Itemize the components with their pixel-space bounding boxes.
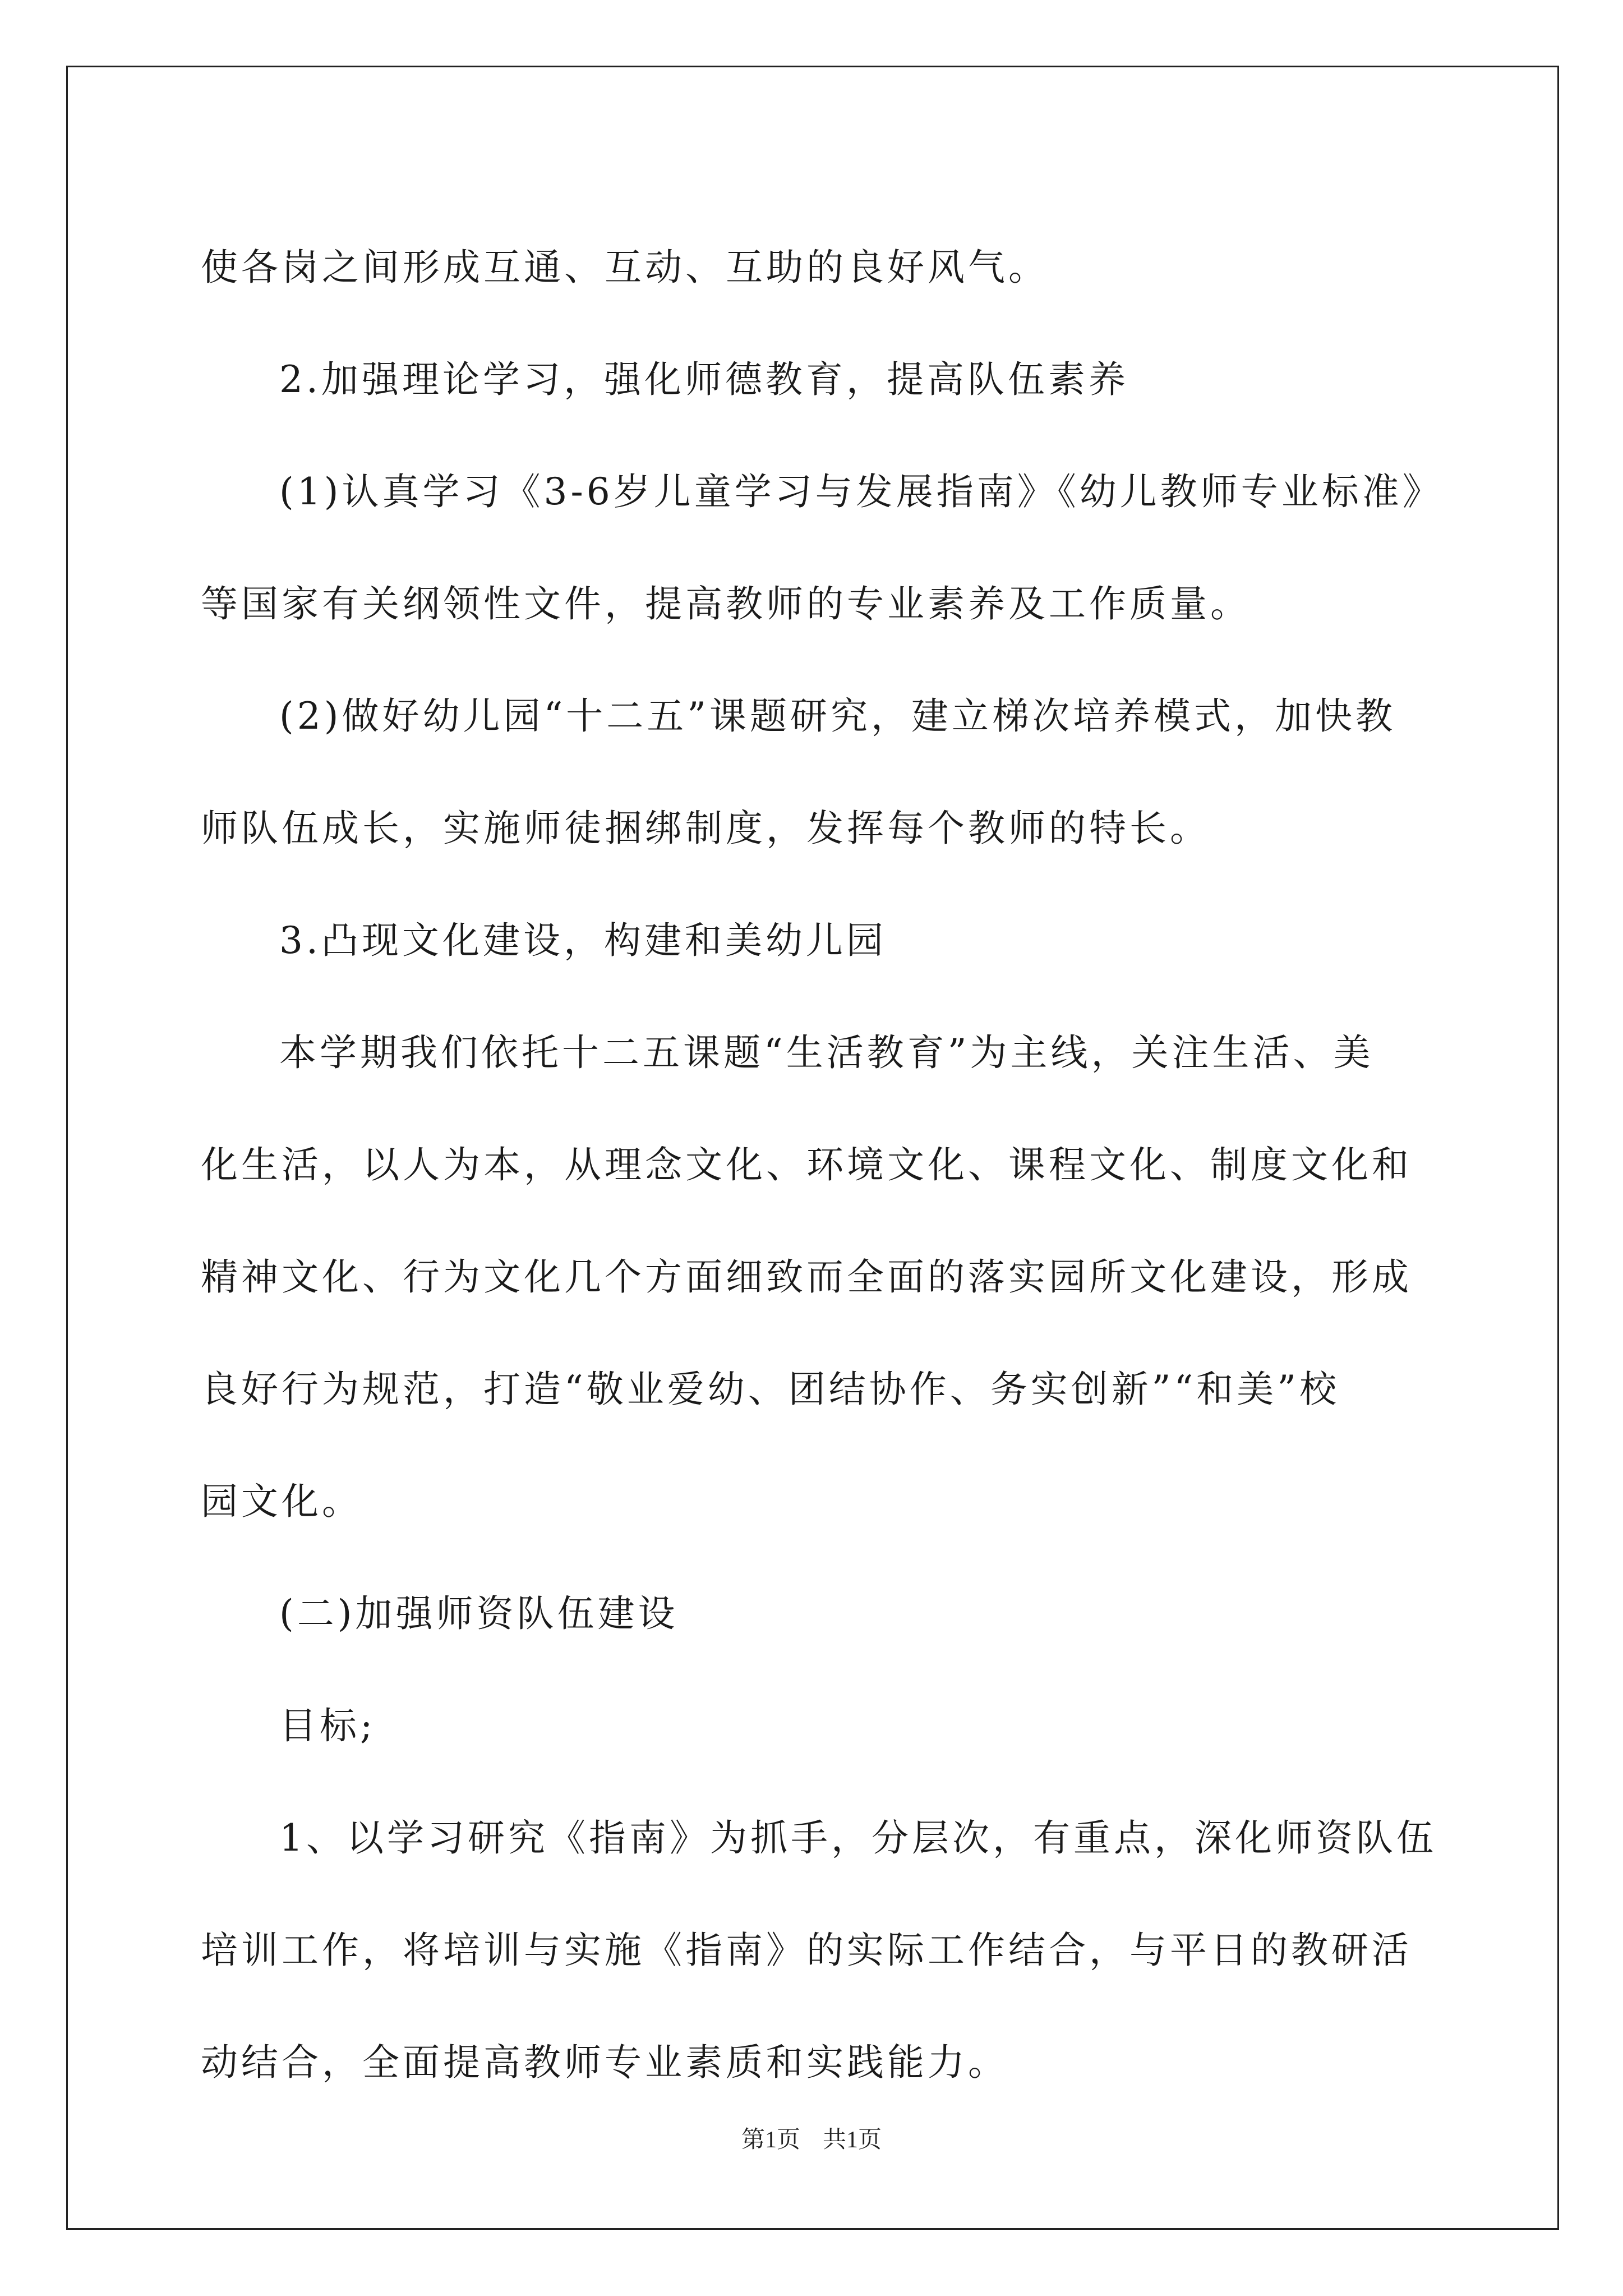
text-line: (2)做好幼儿园“十二五”课题研究，建立梯次培养模式，加快教 <box>279 694 1396 738</box>
document-body <box>201 211 1446 2119</box>
text-line: 师队伍成长，实施师徒捆绑制度，发挥每个教师的特长。 <box>201 807 1210 850</box>
text-line: 2.加强理论学习，强化师德教育，提高队伍素养 <box>279 358 1129 401</box>
text-line: 化生活，以人为本，从理念文化、环境文化、课程文化、制度文化和 <box>201 1143 1412 1186</box>
page-number-current: 第1页 <box>741 2127 800 2153</box>
text-line: (1)认真学习《3-6岁儿童学习与发展指南》《幼儿教师专业标准》 <box>279 470 1443 513</box>
text-line: 使各岗之间形成互通、互动、互助的良好风气。 <box>201 246 1049 289</box>
text-line: 本学期我们依托十二五课题“生活教育”为主线，关注生活、美 <box>279 1031 1374 1074</box>
page-number-total: 共1页 <box>823 2127 882 2153</box>
text-line: 目标; <box>279 1704 376 1747</box>
text-line: 等国家有关纲领性文件，提高教师的专业素养及工作质量。 <box>201 582 1251 625</box>
text-line: 良好行为规范，打造“敬业爱幼、团结协作、务实创新”“和美”校 <box>201 1368 1340 1411</box>
text-line: 培训工作，将培训与实施《指南》的实际工作结合，与平日的教研活 <box>201 1929 1412 1972</box>
page-footer <box>0 2123 1623 2157</box>
text-line: (二)加强师资队伍建设 <box>279 1592 679 1635</box>
text-line: 3.凸现文化建设，构建和美幼儿园 <box>279 919 887 962</box>
text-line: 精神文化、行为文化几个方面细致而全面的落实园所文化建设，形成 <box>201 1255 1412 1299</box>
text-line: 园文化。 <box>201 1480 362 1523</box>
text-line: 1、以学习研究《指南》为抓手，分层次，有重点，深化师资队伍 <box>279 1816 1437 1860</box>
text-line: 动结合，全面提高教师专业素质和实践能力。 <box>201 2041 1008 2084</box>
